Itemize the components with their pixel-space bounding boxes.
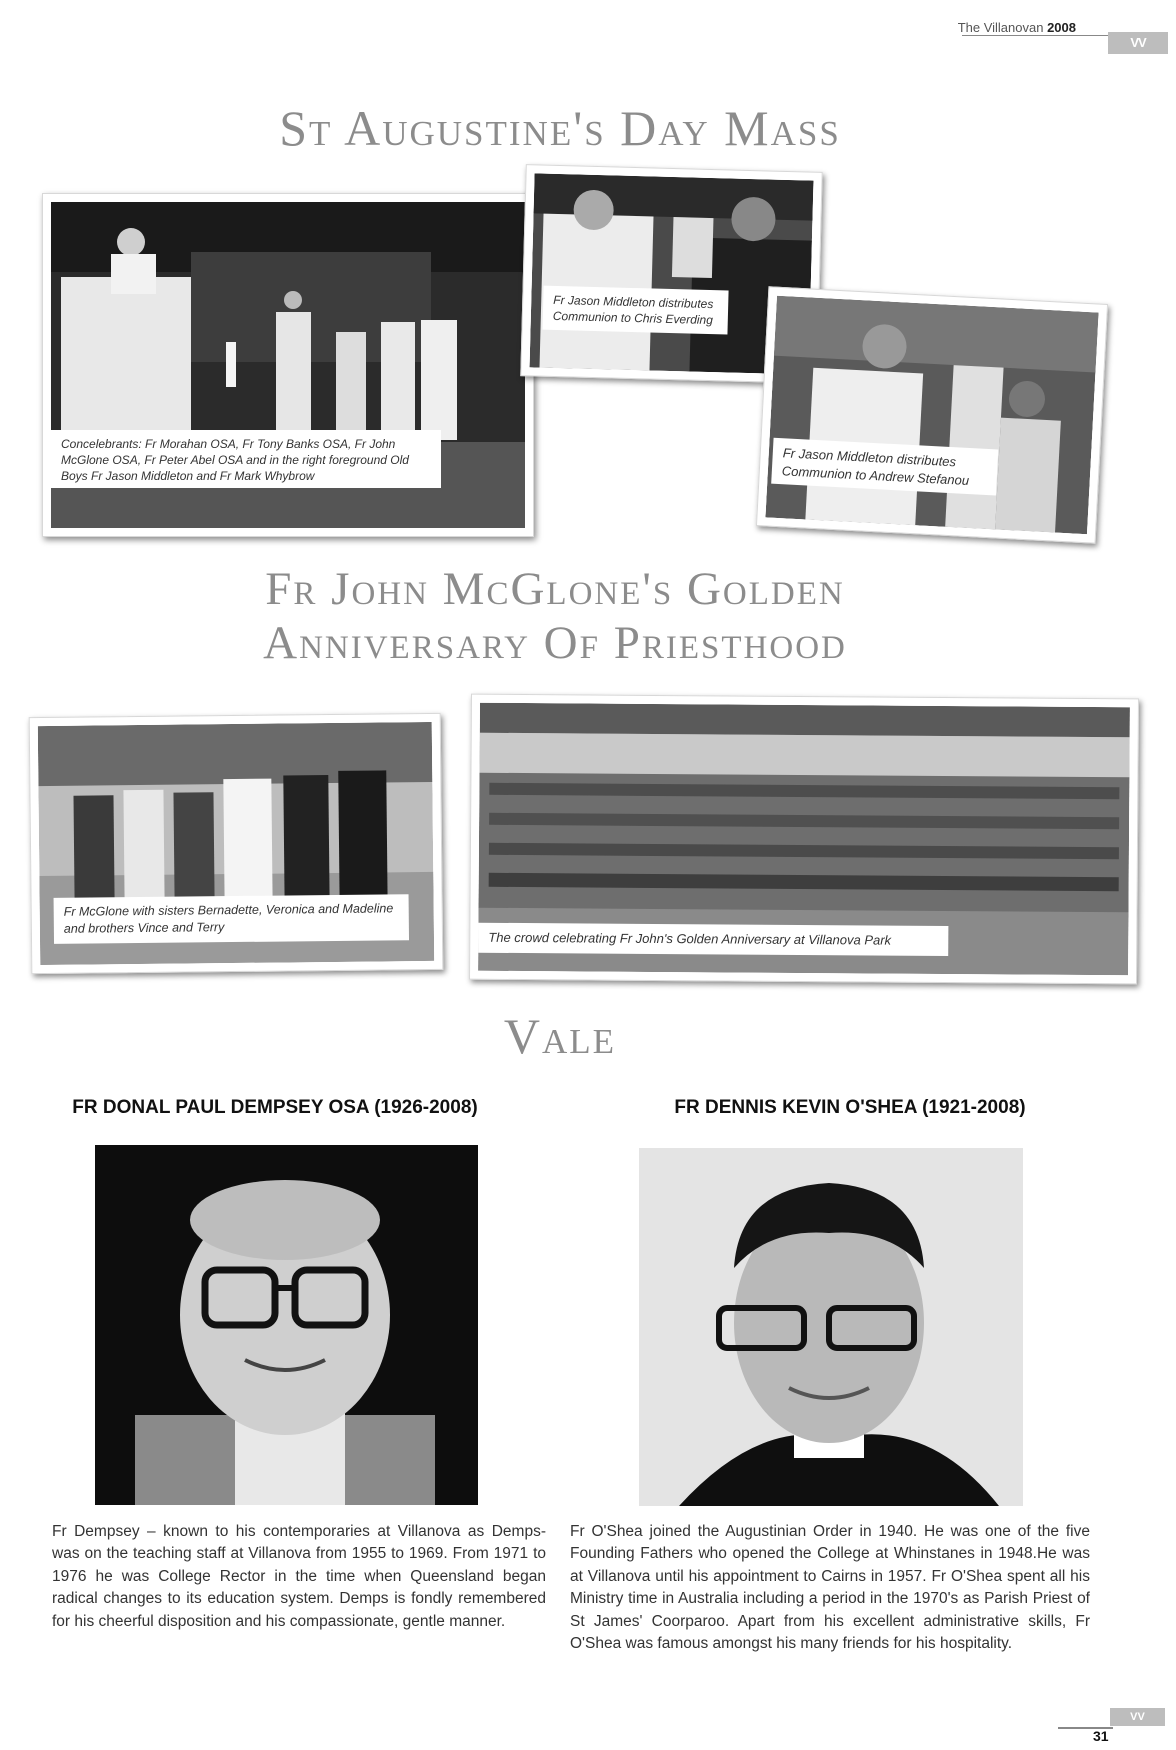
oshea-heading: FR DENNIS KEVIN O'SHEA (1921-2008) <box>674 1097 1026 1118</box>
oshea-text: Fr O'Shea joined the Augustinian Order in 1940. He was one of the five Founding Fathers who opened the College at Whinstanes in 1948.He was at Villanova until his appointment to Cairns in 1957. Fr O'Shea spent all his Ministry time in Australia including a period in the 1970's as Parish Priest of St James' Coorparoo. Apart from his excellent administrative skills, Fr O'Shea was famous amongst his many friends for his hospitality. <box>570 1523 1090 1653</box>
dempsey-text: Fr Dempsey – known to his contemporaries at Villanova as Demps- was on the teaching staff at Villanova from 1955 to 1969. From 1971 to 1976 he was College Rector in the time when Queensland began radical changes to its education system. Demps is fondly remembered for his cheerful disposition and his compassionate, gentle manner. <box>52 1523 546 1630</box>
mass-title: St Augustine's Day Mass <box>279 100 841 156</box>
crowd-caption: The crowd celebrating Fr John's Golden Anniversary at Villanova Park <box>478 923 948 956</box>
running-header <box>958 20 1076 35</box>
communion-chris-caption: Fr Jason Middleton distributes Communion to Chris Everding <box>542 286 728 335</box>
anniversary-title-line1: Fr John McGlone's Golden <box>265 563 845 615</box>
header-rule <box>962 35 1112 36</box>
concelebrants-caption: Concelebrants: Fr Morahan OSA, Fr Tony Banks OSA, Fr John McGlone OSA, Fr Peter Abel OSA and in the right foreground Old Boys Fr Jason Middleton and Fr Mark Whybrow <box>51 430 441 488</box>
oshea-portrait <box>639 1148 1023 1506</box>
dempsey-portrait-image <box>95 1145 478 1505</box>
communion-andrew-image <box>765 296 1098 535</box>
dempsey-portrait <box>95 1145 478 1505</box>
crowd-photo <box>469 694 1139 985</box>
communion-andrew-caption: Fr Jason Middleton distributes Communion to Andrew Stefanou <box>771 438 998 496</box>
family-caption: Fr McGlone with sisters Bernadette, Veronica and Madeline and brothers Vince and Terry <box>54 894 409 944</box>
vale-title: Vale <box>503 1008 617 1064</box>
dempsey-heading: FR DONAL PAUL DEMPSEY OSA (1926-2008) <box>72 1097 478 1118</box>
villanova-logo-icon: VV <box>1108 32 1168 54</box>
publication-year: 2008 <box>1047 20 1076 35</box>
anniversary-title <box>0 562 1110 670</box>
page-number: 31 <box>1093 1728 1109 1744</box>
concelebrants-photo <box>42 193 534 537</box>
footer-logo-icon: VV <box>1110 1708 1165 1726</box>
communion-andrew-photo <box>756 286 1108 543</box>
family-photo <box>29 713 444 974</box>
oshea-portrait-image <box>639 1148 1023 1506</box>
publication-name: The Villanovan <box>957 20 1044 35</box>
anniversary-title-line2: Anniversary Of Priesthood <box>263 617 847 670</box>
